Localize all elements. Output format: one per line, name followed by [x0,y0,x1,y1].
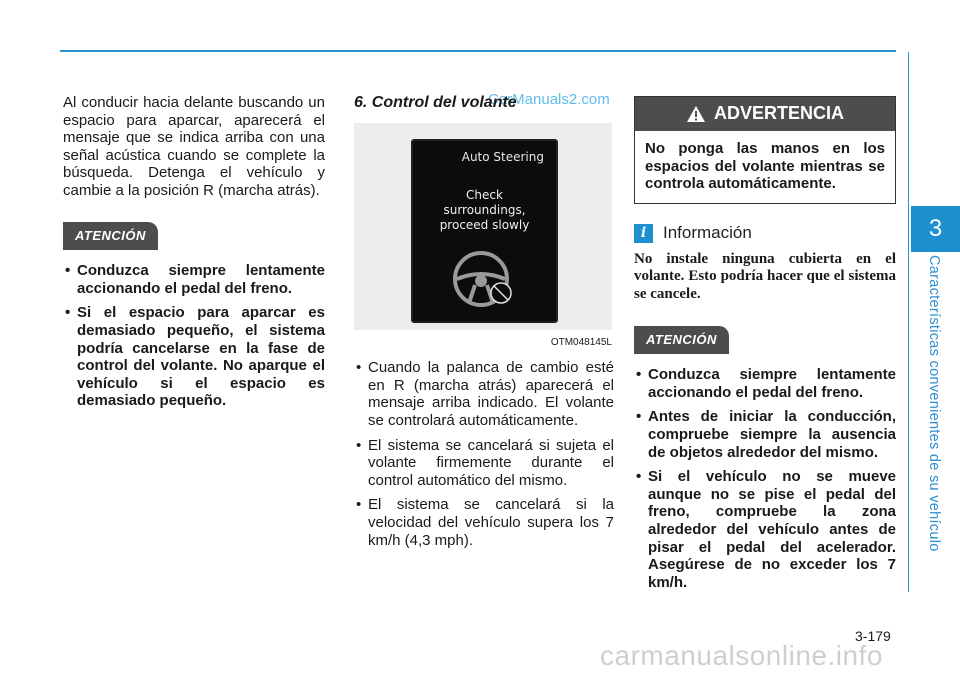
warning-header [635,97,895,131]
list-item: • Si el vehículo no se mueve aunque no se pise el pedal del freno, compruebe la zona alrededor del vehículo antes de pisar el pedal del acelerador. Asegúrese de no exceder los 7 km/h. [634,468,896,591]
display-line: surroundings, [443,203,526,218]
column-middle [354,94,614,556]
info-title: Información [663,223,752,243]
info-text: No instale ninguna cubierta en el volante. Esto podría hacer que el sistema se cancele. [634,250,896,302]
steering-wheel-icon [445,249,525,311]
column-left [63,94,325,417]
list-item: • Cuando la palanca de cambio esté en R (marcha atrás) aparecerá el mensaje arriba indicado. El volante se controlará automáticamente. [354,359,614,429]
list-item: • El sistema se cancelará si la velocidad del vehículo supera los 7 km/h (4,3 mph). [354,496,614,549]
list-item: • Si el espacio para aparcar es demasiado pequeño, el sistema podría cancelarse en la fase de control del volante. No aparque el vehículo si el espacio es demasiado pequeño. [63,304,325,410]
caution-label: ATENCIÓN [634,326,729,355]
info-icon: i [634,224,653,243]
column-right [634,96,896,598]
display-line: proceed slowly [439,218,530,233]
warning-text: No ponga las manos en los espacios del volante mientras se controla automáticamente. [645,140,885,193]
warning-box [634,96,896,204]
steering-list [354,359,614,549]
caution-list [63,262,325,410]
chapter-number-tab: 3 [911,206,960,252]
cluster-display [411,139,558,323]
list-item: • Conduzca siempre lentamente accionando el pedal del freno. [63,262,325,297]
list-item: • Antes de iniciar la conducción, compruebe siempre la ausencia de objetos alrededor del mismo. [634,408,896,461]
watermark-bottom: carmanualsonline.info [600,640,883,671]
display-line: Check [466,188,503,203]
side-rule [908,52,909,592]
info-header [634,224,896,243]
caution-label: ATENCIÓN [63,222,158,251]
list-item: • El sistema se cancelará si sujeta el volante firmemente durante el control automático del mismo. [354,437,614,490]
warning-label: ADVERTENCIA [713,103,844,124]
header-rule [60,50,896,52]
chapter-title: Características convenientes de su vehículo [926,255,942,552]
figure-code: OTM048145L [550,336,612,348]
section-title: 6. Control del volante [354,94,517,111]
list-item: • Conduzca siempre lentamente accionando el pedal del freno. [634,366,896,401]
display-message [413,188,556,233]
caution-list [634,366,896,591]
steering-figure [354,123,612,330]
intro-paragraph: Al conducir hacia delante buscando un espacio para aparcar, aparecerá el mensaje que se indica arriba con una señal acústica cuando se complete la búsqueda. Detenga el vehículo y cambie a la posición R (marcha atrás). [63,94,325,199]
watermark-top: CarManuals2.com [488,91,610,108]
display-header: Auto Steering [461,149,544,164]
warning-triangle-icon [686,105,706,123]
page-number: 3-179 [855,628,891,644]
